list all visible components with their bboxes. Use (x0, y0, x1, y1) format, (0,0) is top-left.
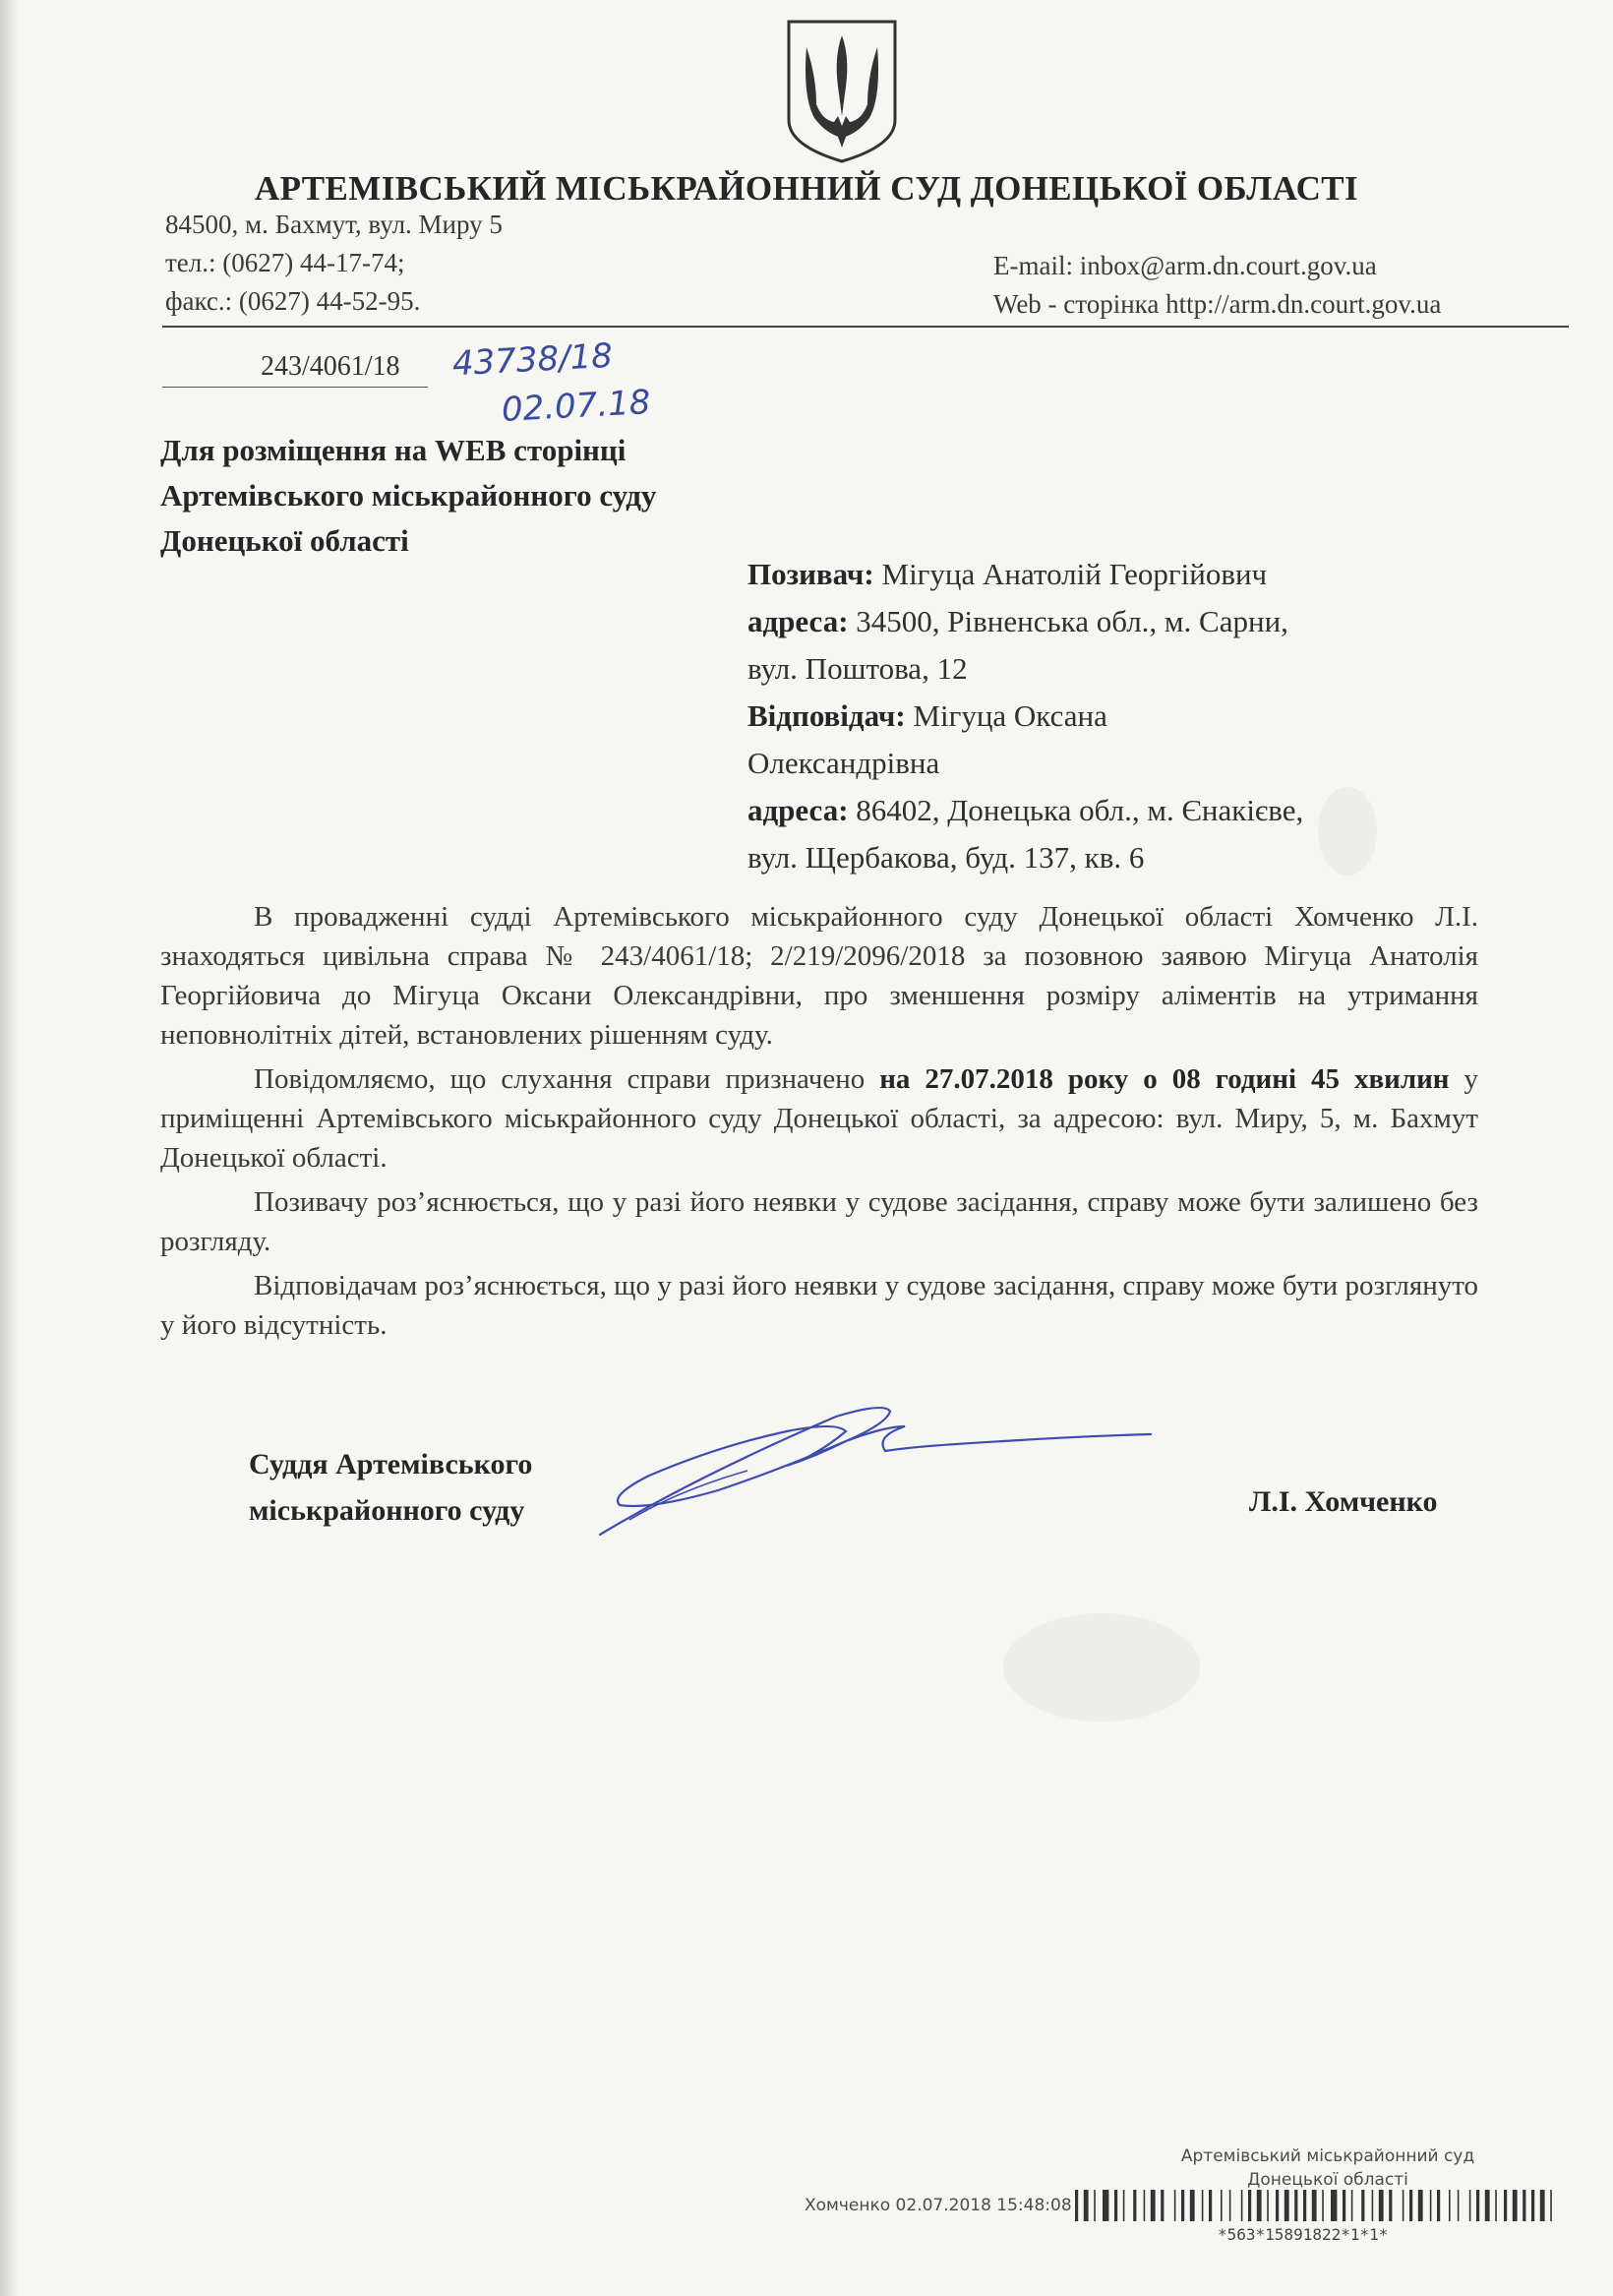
barcode-bar (1133, 2190, 1136, 2221)
plaintiff-name: Мігуца Анатолій Георгійович (873, 557, 1268, 591)
barcode-number: *563*15891822*1*1* (1218, 2225, 1389, 2244)
barcode-bar (1114, 2190, 1117, 2221)
barcode-bar (1144, 2190, 1146, 2221)
body-paragraph-hearing (160, 1059, 1478, 1178)
barcode-bar (1372, 2190, 1374, 2221)
plaintiff-address-label: адреса: (747, 604, 849, 638)
barcode-bar (1161, 2190, 1164, 2221)
parties-block (747, 551, 1303, 881)
defendant-label: Відповідач: (747, 698, 906, 733)
barcode-bar (1389, 2190, 1392, 2221)
plaintiff-label: Позивач: (747, 557, 874, 591)
case-reference-number: 243/4061/18 (261, 351, 400, 382)
barcode-bar (1103, 2190, 1108, 2221)
recipient-line: Артемівського міськрайонного суду (160, 478, 657, 513)
barcode-bar (1449, 2190, 1451, 2221)
court-email: E-mail: inbox@arm.dn.court.gov.ua (993, 251, 1377, 280)
barcode-bar (1430, 2190, 1432, 2221)
plaintiff-address: 34500, Рівненська обл., м. Сарни, (848, 604, 1288, 638)
judge-title-line: Суддя Артемівського (249, 1448, 533, 1480)
barcode-bar (1409, 2190, 1412, 2221)
barcode-bar (1437, 2190, 1440, 2221)
barcode-bar (1257, 2190, 1262, 2221)
barcode-bar (1284, 2190, 1289, 2221)
court-fax: факс.: (0627) 44-52-95. (165, 286, 421, 316)
body-paragraph: Позивачу роз’яснюється, що у разі його неявки у судове засідання, справу може бути залишено без розгляду. (160, 1186, 1478, 1257)
barcode-bar (1174, 2190, 1176, 2221)
court-address: 84500, м. Бахмут, вул. Миру 5 (165, 210, 503, 239)
hearing-date-time: на 27.07.2018 року о 08 годині 45 хвилин (879, 1063, 1450, 1095)
barcode-bar (1495, 2190, 1497, 2221)
header-divider (162, 326, 1569, 328)
judge-title (249, 1441, 532, 1534)
barcode-bar (1312, 2190, 1317, 2221)
barcode-bar (1504, 2190, 1507, 2221)
barcode-bar (1190, 2190, 1195, 2221)
defendant-patronymic: Олександрівна (747, 746, 940, 780)
barcode-bar (1248, 2190, 1251, 2221)
recipient-line: Для розміщення на WEB сторінці (160, 433, 627, 467)
barcode-bar (1294, 2190, 1297, 2221)
barcode-bar (1531, 2190, 1534, 2221)
scan-smudge (1003, 1613, 1200, 1722)
scan-edge-shadow (0, 0, 18, 2296)
barcode-bar (1181, 2190, 1184, 2221)
stamp-court-name: Артемівський міськрайонний суд (1180, 2146, 1475, 2166)
barcode-bar (1094, 2190, 1096, 2221)
barcode-bar (1550, 2190, 1552, 2221)
court-website: Web - сторінка http://arm.dn.court.gov.ua (993, 289, 1442, 319)
barcode-bar (1418, 2190, 1423, 2221)
defendant-address-street: вул. Щербакова, буд. 137, кв. 6 (747, 840, 1145, 875)
barcode-bar (1485, 2190, 1490, 2221)
barcode-bar (1513, 2190, 1518, 2221)
barcode-bar (1351, 2190, 1353, 2221)
barcode-bar (1540, 2190, 1545, 2221)
barcode-bar (1229, 2190, 1231, 2221)
defendant-address: 86402, Донецька обл., м. Єнакієве, (848, 793, 1304, 827)
trident-emblem-icon (785, 18, 899, 165)
hearing-text-end: у приміщенні Артемівського міськрайонного суду Донецької області, за адресою: вул. Миру, 5, м. Бахмут Донецької області. (160, 1063, 1479, 1174)
notice-body (160, 897, 1478, 1350)
barcode-bar (1379, 2190, 1384, 2221)
plaintiff-address-street: вул. Поштова, 12 (747, 651, 968, 686)
barcode-bar (1523, 2190, 1525, 2221)
barcode-bar (1267, 2190, 1269, 2221)
barcode-bar (1303, 2190, 1306, 2221)
recipient-line: Донецької області (160, 523, 409, 558)
stamp-court-region: Донецької області (1247, 2170, 1408, 2190)
barcode-bar (1322, 2190, 1324, 2221)
barcode-bar (1469, 2190, 1471, 2221)
barcode-bar (1361, 2190, 1364, 2221)
barcode-bar (1458, 2190, 1460, 2221)
barcode (1075, 2190, 1552, 2221)
body-paragraph: Відповідачам роз’яснюється, що у разі його неявки у судове засідання, справу може бути розглянуто у його відсутність. (160, 1270, 1478, 1341)
court-online-contacts (993, 247, 1441, 324)
recipient-block (160, 428, 656, 564)
barcode-bar (1084, 2190, 1089, 2221)
barcode-bar (1123, 2190, 1125, 2221)
body-paragraph: В провадженні судді Артемівського міськрайонного суду Донецької області Хомченко Л.І. знаходяться цивільна справа № 243/4061/18; 2/219/2096/2018 за позовною заявою Мігуца Анатолія Георгійовича до Мігуца Оксани Олександрівни, про зменшення розміру аліментів на утримання неповнолітніх дітей, встановлених рішенням суду. (160, 901, 1478, 1051)
hearing-text-start: Повідомляємо, що слухання справи призначено (254, 1063, 880, 1095)
barcode-bar (1202, 2190, 1204, 2221)
barcode-bar (1403, 2190, 1404, 2221)
judge-name: Л.І. Хомченко (1249, 1485, 1438, 1518)
defendant-name: Мігуца Оксана (905, 698, 1107, 733)
handwritten-registration-number: 43738/18 (451, 335, 614, 385)
barcode-bar (1476, 2190, 1479, 2221)
barcode-bar (1343, 2190, 1345, 2221)
court-title: АРТЕМІВСЬКИЙ МІСЬКРАЙОННИЙ СУД ДОНЕЦЬКОЇ ОБЛАСТІ (254, 169, 1359, 208)
court-phone: тел.: (0627) 44-17-74; (165, 248, 405, 277)
registration-stamp: Хомченко 02.07.2018 15:48:08 (805, 2196, 1072, 2215)
barcode-bar (1276, 2190, 1279, 2221)
barcode-bar (1221, 2190, 1223, 2221)
court-stamp (1165, 2145, 1490, 2192)
barcode-bar (1331, 2190, 1337, 2221)
judge-title-line: міськрайонного суду (249, 1494, 525, 1527)
defendant-address-label: адреса: (747, 793, 849, 827)
handwritten-registration-date: 02.07.18 (501, 383, 652, 430)
barcode-bar (1209, 2190, 1212, 2221)
court-contacts (165, 206, 503, 321)
scan-smudge (1318, 787, 1377, 876)
barcode-bar (1151, 2190, 1156, 2221)
barcode-bar (1241, 2190, 1243, 2221)
handwritten-signature (590, 1397, 1161, 1544)
barcode-bar (1075, 2190, 1078, 2221)
